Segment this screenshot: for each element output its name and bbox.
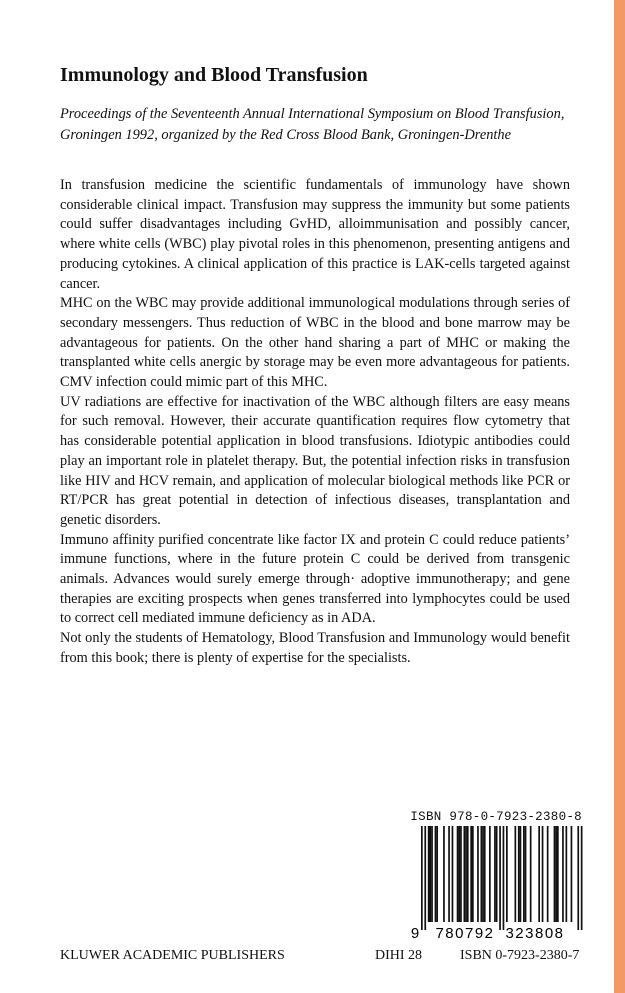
blurb-paragraph-3: UV radiations are effective for inactivation of the WBC although filters are easy means for such removal. However, their accurate quantification requires flow cytometry that has considerable potential application in blood transfusions. Idiotypic antibodies could play an important role in platelet therapy. But, the potential infection risks in transfusion like HIV and HCV remain, and application of molecular biological methods like PCR or RT/PCR has great potential in detection of infectious diseases, transplantation and genetic disorders. [60,393,570,528]
barcode-bar [458,826,460,922]
barcode-bar [436,826,438,922]
barcode-bar [494,826,496,922]
blurb-paragraph-1: In transfusion medicine the scientific fundamentals of immunology have shown considerable clinical impact. Transfusion may suppress the immunity but some patients could suffer disadvantages including GvHD, alloimmunisation and possibly cancer, where white cells (WBC) play pivotal roles in this phenomenon, presenting antigens and producing cytokines. A clinical application of this practice is LAK-cells targeted against cancer. [60,177,570,292]
isbn-13-label: ISBN 978-0-7923-2380-8 [410,810,582,824]
barcode-bar [421,826,423,930]
barcode-bar [464,826,466,922]
barcode-bar [530,826,532,922]
barcode-bar [499,826,501,930]
barcode-bar [555,826,557,922]
barcode-bar [428,826,430,922]
spine-edge [614,0,625,993]
barcode-bar [435,826,437,922]
barcode-bar [538,826,540,922]
barcode-bar [515,826,517,922]
blurb-paragraph-4: Immuno affinity purified concentrate like factor IX and protein C could reduce patients’ immune functions, where in the future protein C could be derived from transgenic animals. Advances would surely emerge through· adoptive immunotherapy; and gene therapies are exciting prospects when genes transferred into lymphocytes could be used to correct cell mediated immune deficiency as in ADA. [60,531,570,627]
barcode-bar [566,826,568,922]
barcode-bar [525,826,527,922]
isbn-10-label: ISBN 0-7923-2380-7 [460,948,580,963]
blurb-paragraph-2: MHC on the WBC may provide additional immunological modulations through series of secondary messengers. Thus reduction of WBC in the blood and bone marrow may be advantageous for patients. On the other hand sharing a part of MHC or making the transplanted white cells anergic by storage may be even more advantageous for patients. CMV infection could mimic part of this MHC. [60,295,570,391]
series-code: DIHI 28 [375,948,423,963]
barcode-bar [477,826,479,922]
barcode-bar [431,826,433,922]
book-title: Immunology and Blood Transfusion [60,64,368,86]
barcode-right-digits: 323808 [505,925,565,942]
barcode-bar [557,826,559,922]
barcode-lead-digit: 9 [410,925,420,942]
barcode-bar [554,826,556,922]
barcode-bar [443,826,445,922]
barcode-bar [523,826,525,922]
barcode-bar [467,826,469,922]
barcode-bar [452,826,454,922]
barcode-graphic [409,826,585,942]
barcode-bar [581,826,583,930]
barcode-bar [472,826,474,922]
barcode-bar [506,826,508,922]
barcode-bar [542,826,544,922]
barcode-bar [470,826,472,922]
book-subtitle: Proceedings of the Seventeenth Annual International Symposium on Blood Transfusion, Groningen 1992, organized by the Red Cross Blood Bank, Groningen-Drenthe [60,106,565,143]
publisher-name: KLUWER ACADEMIC PUBLISHERS [60,948,285,963]
barcode-bar [482,826,484,922]
barcode-bar [562,826,564,922]
barcode-bar [424,826,426,930]
barcode-bar [571,826,573,922]
barcode-bar [484,826,486,922]
barcode-bar [465,826,467,922]
blurb [60,176,570,669]
barcode-bar [496,826,498,922]
barcode-bar [547,826,549,922]
barcode-bar [460,826,462,922]
barcode-bar [518,826,520,922]
barcode-bar [430,826,432,922]
blurb-paragraph-5: Not only the students of Hematology, Blood Transfusion and Immunology would benefit from this book; there is plenty of expertise for the specialists. [60,630,570,666]
barcode-bar [448,826,450,922]
barcode-bar [520,826,522,922]
barcode-bar [503,826,505,930]
barcode-bar [577,826,579,930]
barcode-bar [489,826,491,922]
barcode-bar [481,826,483,922]
barcode [409,826,585,942]
barcode-bar [457,826,459,922]
barcode-left-digits: 780792 [435,925,495,942]
